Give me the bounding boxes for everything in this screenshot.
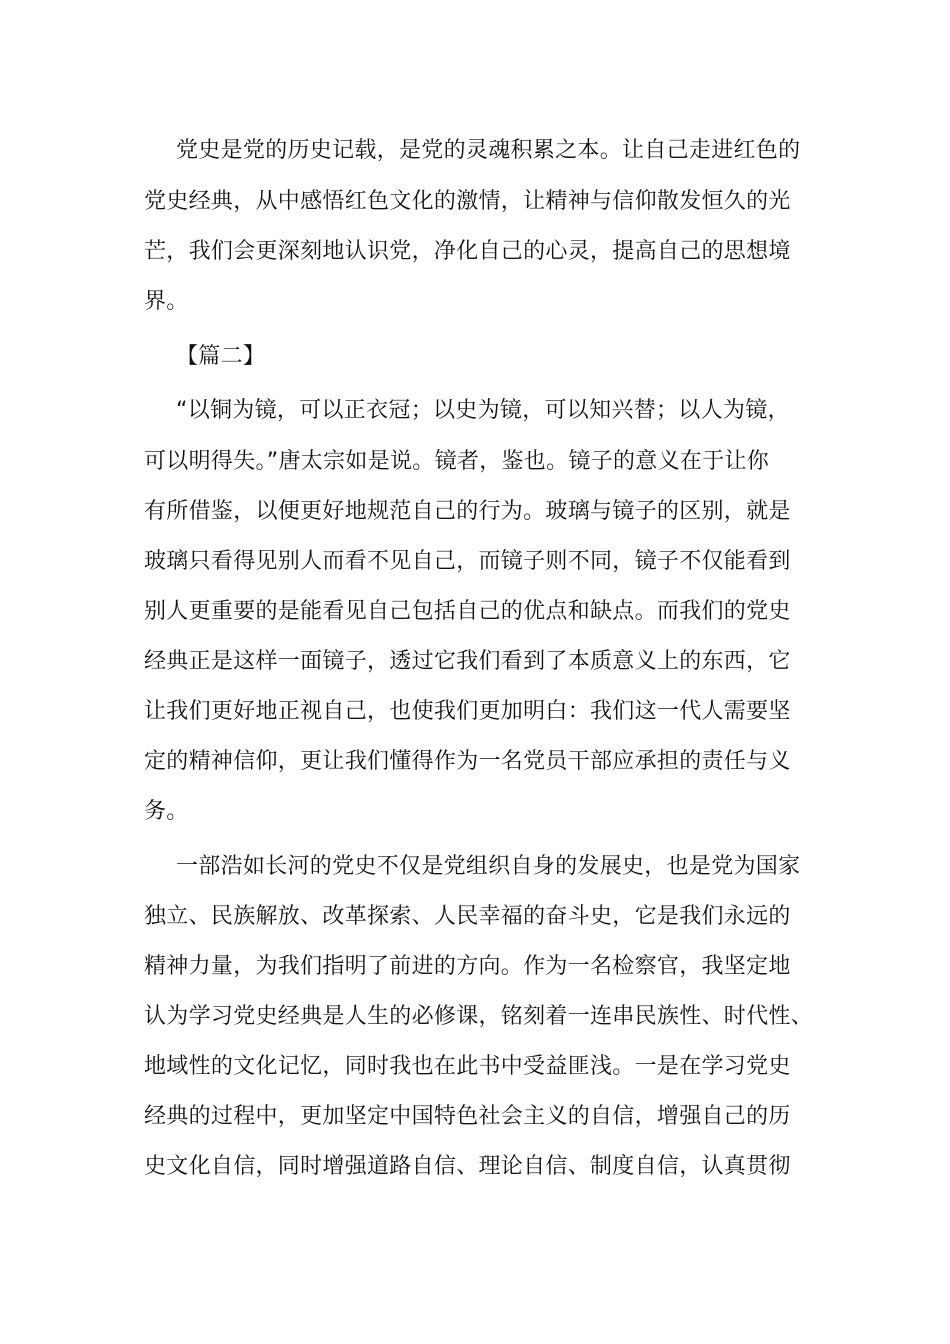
paragraph-2-line-3: 有所借鉴，以便更好地规范自己的行为。玻璃与镜子的区别，就是 bbox=[144, 499, 791, 524]
section-heading: 【篇二】 bbox=[176, 344, 266, 369]
paragraph-3-line-2: 独立、民族解放、改革探索、人民幸福的奋斗史，它是我们永远的 bbox=[144, 904, 791, 929]
paragraph-1-line-4: 界。 bbox=[144, 289, 189, 314]
paragraph-3-line-4: 认为学习党史经典是人生的必修课，铭刻着一连串民族性、时代性、 bbox=[144, 1004, 814, 1029]
paragraph-2-line-7: 让我们更好地正视自己，也使我们更加明白：我们这一代人需要坚 bbox=[144, 699, 791, 724]
paragraph-2-line-8: 定的精神信仰，更让我们懂得作为一名党员干部应承担的责任与义 bbox=[144, 749, 791, 774]
paragraph-1-line-2: 党史经典，从中感悟红色文化的激情，让精神与信仰散发恒久的光 bbox=[144, 189, 791, 214]
paragraph-1-line-1: 党史是党的历史记载，是党的灵魂积累之本。让自己走进红色的 bbox=[176, 138, 801, 163]
paragraph-3-line-6: 经典的过程中，更加坚定中国特色社会主义的自信，增强自己的历 bbox=[144, 1104, 791, 1129]
paragraph-2-line-5: 别人更重要的是能看见自己包括自己的优点和缺点。而我们的党史 bbox=[144, 599, 791, 624]
paragraph-3-line-5: 地域性的文化记忆，同时我也在此书中受益匪浅。一是在学习党史 bbox=[144, 1054, 791, 1079]
paragraph-3-line-1: 一部浩如长河的党史不仅是党组织自身的发展史，也是党为国家 bbox=[176, 854, 801, 879]
paragraph-3-line-3: 精神力量，为我们指明了前进的方向。作为一名检察官，我坚定地 bbox=[144, 954, 791, 979]
paragraph-2-line-6: 经典正是这样一面镜子，透过它我们看到了本质意义上的东西，它 bbox=[144, 649, 791, 674]
paragraph-2-line-2: 可以明得失。”唐太宗如是说。镜者，鉴也。镜子的意义在于让你 bbox=[144, 449, 770, 474]
paragraph-2-line-1: “以铜为镜，可以正衣冠；以史为镜，可以知兴替；以人为镜， bbox=[176, 398, 790, 423]
paragraph-1-line-3: 芒，我们会更深刻地认识党，净化自己的心灵，提高自己的思想境 bbox=[144, 239, 791, 264]
paragraph-2-line-4: 玻璃只看得见别人而看不见自己，而镜子则不同，镜子不仅能看到 bbox=[144, 549, 791, 574]
paragraph-3-line-7: 史文化自信，同时增强道路自信、理论自信、制度自信，认真贯彻 bbox=[144, 1154, 791, 1179]
paragraph-2-line-9: 务。 bbox=[144, 799, 189, 824]
